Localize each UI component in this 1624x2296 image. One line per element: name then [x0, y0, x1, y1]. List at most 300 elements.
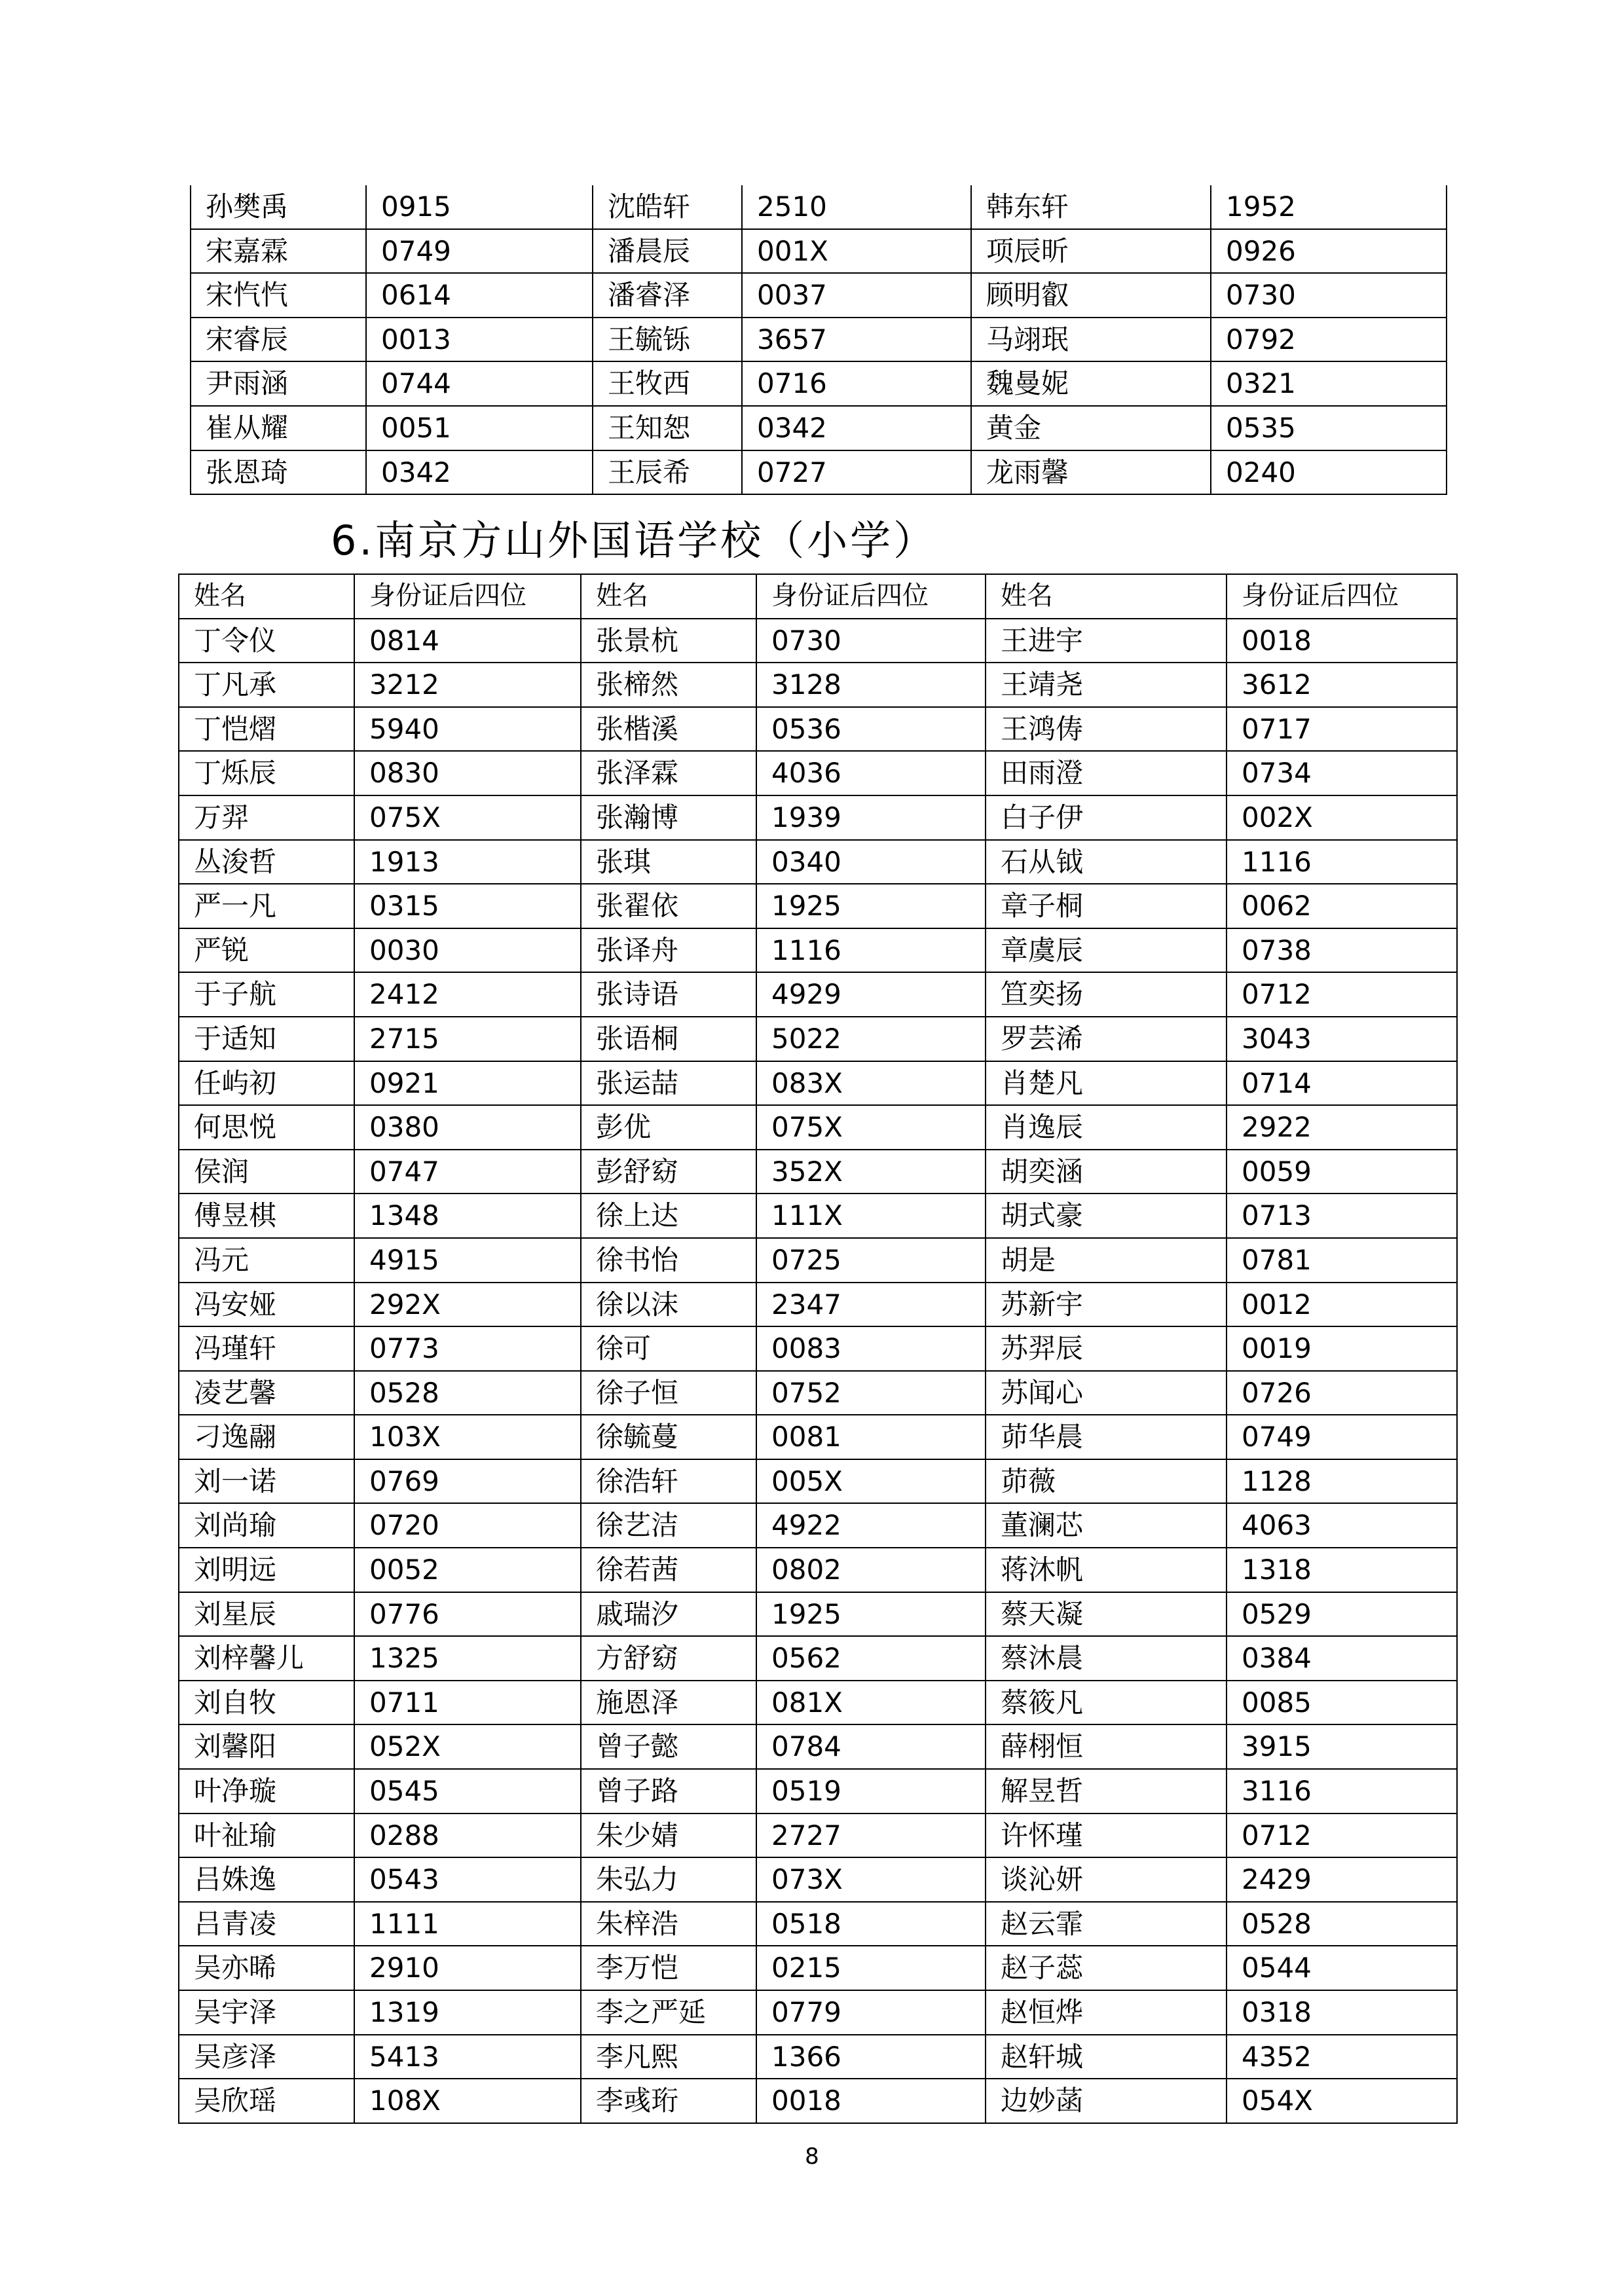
student-name-cell: 徐以沫 — [581, 1283, 756, 1327]
id-last-four-cell: 4929 — [756, 972, 986, 1017]
header-id-last-four: 身份证后四位 — [354, 574, 581, 619]
id-last-four-cell: 3612 — [1227, 663, 1457, 707]
table-row — [179, 1283, 1457, 1327]
id-last-four-cell: 0535 — [1211, 406, 1447, 450]
id-last-four-cell: 2429 — [1227, 1857, 1457, 1902]
student-name-cell: 胡是 — [986, 1238, 1227, 1283]
id-last-four-cell: 0776 — [354, 1592, 581, 1637]
id-last-four-cell: 0738 — [1227, 928, 1457, 973]
table-row — [179, 1194, 1457, 1238]
student-name-cell: 朱梓浩 — [581, 1902, 756, 1946]
id-last-four-cell: 103X — [354, 1415, 581, 1459]
id-last-four-cell: 292X — [354, 1283, 581, 1327]
id-last-four-cell: 0614 — [366, 273, 593, 318]
student-name-cell: 石从钺 — [986, 840, 1227, 884]
table-row — [179, 1902, 1457, 1946]
id-last-four-cell: 1318 — [1227, 1548, 1457, 1592]
student-name-cell: 蔡沐晨 — [986, 1636, 1227, 1681]
id-last-four-cell: 1116 — [1227, 840, 1457, 884]
header-name: 姓名 — [986, 574, 1227, 619]
student-name-cell: 侯润 — [179, 1150, 354, 1194]
id-last-four-cell: 0752 — [756, 1371, 986, 1415]
table-row — [179, 1946, 1457, 1990]
student-name-cell: 傅昱棋 — [179, 1194, 354, 1238]
table-row — [191, 406, 1447, 450]
student-name-cell: 孙樊禹 — [191, 185, 366, 229]
id-last-four-cell: 052X — [354, 1724, 581, 1769]
id-last-four-cell: 0030 — [354, 928, 581, 973]
id-last-four-cell: 4352 — [1227, 2035, 1457, 2079]
id-last-four-cell: 0059 — [1227, 1150, 1457, 1194]
student-name-cell: 王靖尧 — [986, 663, 1227, 707]
id-last-four-cell: 4922 — [756, 1503, 986, 1548]
student-name-cell: 茆薇 — [986, 1459, 1227, 1504]
id-last-four-cell: 0716 — [742, 361, 971, 406]
header-id-last-four: 身份证后四位 — [1227, 574, 1457, 619]
id-last-four-cell: 0085 — [1227, 1681, 1457, 1725]
id-last-four-cell: 0380 — [354, 1105, 581, 1150]
table-row — [179, 1415, 1457, 1459]
section-title: 6.南京方山外国语学校（小学） — [331, 517, 937, 564]
student-name-cell: 马翊珉 — [971, 318, 1211, 362]
id-last-four-cell: 075X — [354, 795, 581, 840]
id-last-four-cell: 005X — [756, 1459, 986, 1504]
student-name-cell: 吴宇泽 — [179, 1990, 354, 2035]
student-name-cell: 刘尚瑜 — [179, 1503, 354, 1548]
id-last-four-cell: 1913 — [354, 840, 581, 884]
id-last-four-cell: 0215 — [756, 1946, 986, 1990]
id-last-four-cell: 0734 — [1227, 751, 1457, 795]
student-name-cell: 张楴然 — [581, 663, 756, 707]
id-last-four-cell: 0781 — [1227, 1238, 1457, 1283]
student-name-cell: 彭优 — [581, 1105, 756, 1150]
student-name-cell: 吴彦泽 — [179, 2035, 354, 2079]
id-last-four-cell: 0727 — [742, 450, 971, 495]
student-name-cell: 曾子路 — [581, 1769, 756, 1813]
student-name-cell: 笪奕扬 — [986, 972, 1227, 1017]
header-name: 姓名 — [179, 574, 354, 619]
id-last-four-cell: 081X — [756, 1681, 986, 1725]
id-last-four-cell: 1348 — [354, 1194, 581, 1238]
id-last-four-cell: 2910 — [354, 1946, 581, 1990]
table-row — [179, 1636, 1457, 1681]
student-name-cell: 凌艺馨 — [179, 1371, 354, 1415]
student-name-cell: 张诗语 — [581, 972, 756, 1017]
id-last-four-cell: 2715 — [354, 1017, 581, 1061]
student-name-cell: 潘睿泽 — [593, 273, 742, 318]
student-name-cell: 徐子恒 — [581, 1371, 756, 1415]
student-name-cell: 施恩泽 — [581, 1681, 756, 1725]
student-name-cell: 戚瑞汐 — [581, 1592, 756, 1637]
id-last-four-cell: 075X — [756, 1105, 986, 1150]
student-name-cell: 苏闻心 — [986, 1371, 1227, 1415]
id-last-four-cell: 2510 — [742, 185, 971, 229]
student-name-cell: 刘一诺 — [179, 1459, 354, 1504]
student-name-cell: 吴欣瑶 — [179, 2079, 354, 2123]
id-last-four-cell: 0240 — [1211, 450, 1447, 495]
id-last-four-cell: 0018 — [756, 2079, 986, 2123]
student-name-cell: 冯元 — [179, 1238, 354, 1283]
school-student-table — [178, 574, 1458, 2124]
id-last-four-cell: 0830 — [354, 751, 581, 795]
id-last-four-cell: 5413 — [354, 2035, 581, 2079]
table-row — [179, 928, 1457, 973]
table-row — [179, 707, 1457, 752]
id-last-four-cell: 3212 — [354, 663, 581, 707]
id-last-four-cell: 2727 — [756, 1813, 986, 1858]
id-last-four-cell: 0318 — [1227, 1990, 1457, 2035]
table-row — [191, 361, 1447, 406]
id-last-four-cell: 0792 — [1211, 318, 1447, 362]
student-name-cell: 董澜芯 — [986, 1503, 1227, 1548]
id-last-four-cell: 0769 — [354, 1459, 581, 1504]
header-id-last-four: 身份证后四位 — [756, 574, 986, 619]
table-row — [191, 450, 1447, 495]
student-name-cell: 肖楚凡 — [986, 1061, 1227, 1106]
student-name-cell: 张瀚博 — [581, 795, 756, 840]
id-last-four-cell: 0802 — [756, 1548, 986, 1592]
id-last-four-cell: 0536 — [756, 707, 986, 752]
student-name-cell: 宋忾忾 — [191, 273, 366, 318]
student-name-cell: 解昱哲 — [986, 1769, 1227, 1813]
table-row — [179, 1326, 1457, 1371]
table-row — [179, 1105, 1457, 1150]
id-last-four-cell: 0062 — [1227, 884, 1457, 928]
student-name-cell: 何思悦 — [179, 1105, 354, 1150]
id-last-four-cell: 0544 — [1227, 1946, 1457, 1990]
id-last-four-cell: 0726 — [1227, 1371, 1457, 1415]
table-row — [191, 229, 1447, 274]
student-name-cell: 于适知 — [179, 1017, 354, 1061]
student-name-cell: 徐艺洁 — [581, 1503, 756, 1548]
student-name-cell: 张景杭 — [581, 619, 756, 663]
id-last-four-cell: 1939 — [756, 795, 986, 840]
id-last-four-cell: 0342 — [366, 450, 593, 495]
id-last-four-cell: 0528 — [1227, 1902, 1457, 1946]
id-last-four-cell: 0013 — [366, 318, 593, 362]
student-name-cell: 宋睿辰 — [191, 318, 366, 362]
table-row — [179, 1681, 1457, 1725]
id-last-four-cell: 0744 — [366, 361, 593, 406]
student-name-cell: 任屿初 — [179, 1061, 354, 1106]
table-row — [179, 751, 1457, 795]
student-name-cell: 赵云霏 — [986, 1902, 1227, 1946]
student-name-cell: 张翟依 — [581, 884, 756, 928]
table-row — [179, 1548, 1457, 1592]
student-name-cell: 张恩琦 — [191, 450, 366, 495]
id-last-four-cell: 0519 — [756, 1769, 986, 1813]
table-row — [179, 1769, 1457, 1813]
student-name-cell: 徐书怡 — [581, 1238, 756, 1283]
id-last-four-cell: 0720 — [354, 1503, 581, 1548]
id-last-four-cell: 0545 — [354, 1769, 581, 1813]
id-last-four-cell: 352X — [756, 1150, 986, 1194]
table-row — [179, 1061, 1457, 1106]
table-row — [179, 1724, 1457, 1769]
id-last-four-cell: 1111 — [354, 1902, 581, 1946]
student-name-cell: 王牧西 — [593, 361, 742, 406]
table-header-row — [179, 574, 1457, 619]
student-name-cell: 茆华晨 — [986, 1415, 1227, 1459]
student-name-cell: 王鸿俦 — [986, 707, 1227, 752]
student-name-cell: 王毓铄 — [593, 318, 742, 362]
id-last-four-cell: 0052 — [354, 1548, 581, 1592]
student-name-cell: 叶祉瑜 — [179, 1813, 354, 1858]
student-name-cell: 徐可 — [581, 1326, 756, 1371]
id-last-four-cell: 0747 — [354, 1150, 581, 1194]
student-name-cell: 肖逸辰 — [986, 1105, 1227, 1150]
student-name-cell: 韩东轩 — [971, 185, 1211, 229]
student-name-cell: 刘馨阳 — [179, 1724, 354, 1769]
id-last-four-cell: 0081 — [756, 1415, 986, 1459]
id-last-four-cell: 0915 — [366, 185, 593, 229]
student-name-cell: 丛浚哲 — [179, 840, 354, 884]
id-last-four-cell: 2922 — [1227, 1105, 1457, 1150]
student-name-cell: 潘晨辰 — [593, 229, 742, 274]
student-name-cell: 许怀瑾 — [986, 1813, 1227, 1858]
id-last-four-cell: 0749 — [366, 229, 593, 274]
id-last-four-cell: 1925 — [756, 884, 986, 928]
table-row — [191, 273, 1447, 318]
student-name-cell: 李凡熙 — [581, 2035, 756, 2079]
id-last-four-cell: 0562 — [756, 1636, 986, 1681]
student-name-cell: 丁烁辰 — [179, 751, 354, 795]
student-name-cell: 严锐 — [179, 928, 354, 973]
id-last-four-cell: 3657 — [742, 318, 971, 362]
id-last-four-cell: 0921 — [354, 1061, 581, 1106]
student-name-cell: 李彧珩 — [581, 2079, 756, 2123]
table-row — [191, 318, 1447, 362]
student-name-cell: 谈沁妍 — [986, 1857, 1227, 1902]
id-last-four-cell: 0321 — [1211, 361, 1447, 406]
student-name-cell: 尹雨涵 — [191, 361, 366, 406]
student-name-cell: 赵恒烨 — [986, 1990, 1227, 2035]
table-row — [179, 1503, 1457, 1548]
id-last-four-cell: 1325 — [354, 1636, 581, 1681]
id-last-four-cell: 0714 — [1227, 1061, 1457, 1106]
student-name-cell: 胡式豪 — [986, 1194, 1227, 1238]
student-name-cell: 方舒窈 — [581, 1636, 756, 1681]
table-row — [179, 1371, 1457, 1415]
table-row — [179, 1459, 1457, 1504]
id-last-four-cell: 111X — [756, 1194, 986, 1238]
student-name-cell: 崔从耀 — [191, 406, 366, 450]
student-name-cell: 章虞辰 — [986, 928, 1227, 973]
student-name-cell: 李之严延 — [581, 1990, 756, 2035]
student-name-cell: 张泽霖 — [581, 751, 756, 795]
student-name-cell: 朱少婧 — [581, 1813, 756, 1858]
student-name-cell: 边妙菡 — [986, 2079, 1227, 2123]
id-last-four-cell: 0518 — [756, 1902, 986, 1946]
student-name-cell: 徐浩轩 — [581, 1459, 756, 1504]
table-row — [179, 795, 1457, 840]
student-name-cell: 项辰昕 — [971, 229, 1211, 274]
student-name-cell: 丁凡承 — [179, 663, 354, 707]
student-name-cell: 罗芸浠 — [986, 1017, 1227, 1061]
table-row — [179, 1592, 1457, 1637]
student-name-cell: 赵子蕊 — [986, 1946, 1227, 1990]
table-row — [179, 1990, 1457, 2035]
student-name-cell: 赵轩城 — [986, 2035, 1227, 2079]
id-last-four-cell: 0529 — [1227, 1592, 1457, 1637]
student-name-cell: 刘明远 — [179, 1548, 354, 1592]
page-number: 8 — [805, 2143, 819, 2170]
table-row — [179, 1150, 1457, 1194]
id-last-four-cell: 1116 — [756, 928, 986, 973]
id-last-four-cell: 0773 — [354, 1326, 581, 1371]
id-last-four-cell: 0712 — [1227, 1813, 1457, 1858]
id-last-four-cell: 108X — [354, 2079, 581, 2123]
table-row — [179, 884, 1457, 928]
student-name-cell: 蒋沐帆 — [986, 1548, 1227, 1592]
id-last-four-cell: 0340 — [756, 840, 986, 884]
student-name-cell: 彭舒窈 — [581, 1150, 756, 1194]
table-row — [179, 619, 1457, 663]
student-name-cell: 王辰希 — [593, 450, 742, 495]
id-last-four-cell: 4036 — [756, 751, 986, 795]
id-last-four-cell: 0528 — [354, 1371, 581, 1415]
id-last-four-cell: 0713 — [1227, 1194, 1457, 1238]
id-last-four-cell: 002X — [1227, 795, 1457, 840]
id-last-four-cell: 0384 — [1227, 1636, 1457, 1681]
id-last-four-cell: 1925 — [756, 1592, 986, 1637]
student-name-cell: 苏羿辰 — [986, 1326, 1227, 1371]
student-name-cell: 刁逸翮 — [179, 1415, 354, 1459]
student-name-cell: 蔡筱凡 — [986, 1681, 1227, 1725]
student-name-cell: 徐毓蔓 — [581, 1415, 756, 1459]
id-last-four-cell: 4915 — [354, 1238, 581, 1283]
id-last-four-cell: 2412 — [354, 972, 581, 1017]
student-name-cell: 叶净璇 — [179, 1769, 354, 1813]
id-last-four-cell: 0342 — [742, 406, 971, 450]
student-name-cell: 张译舟 — [581, 928, 756, 973]
table-row — [179, 663, 1457, 707]
id-last-four-cell: 0315 — [354, 884, 581, 928]
student-name-cell: 于子航 — [179, 972, 354, 1017]
student-name-cell: 张运喆 — [581, 1061, 756, 1106]
student-name-cell: 张语桐 — [581, 1017, 756, 1061]
student-name-cell: 李万恺 — [581, 1946, 756, 1990]
id-last-four-cell: 1319 — [354, 1990, 581, 2035]
student-name-cell: 曾子懿 — [581, 1724, 756, 1769]
id-last-four-cell: 0083 — [756, 1326, 986, 1371]
id-last-four-cell: 0288 — [354, 1813, 581, 1858]
continued-table-body — [191, 185, 1447, 494]
id-last-four-cell: 0051 — [366, 406, 593, 450]
student-name-cell: 薛栩恒 — [986, 1724, 1227, 1769]
student-name-cell: 万羿 — [179, 795, 354, 840]
id-last-four-cell: 0018 — [1227, 619, 1457, 663]
student-name-cell: 朱弘力 — [581, 1857, 756, 1902]
id-last-four-cell: 0712 — [1227, 972, 1457, 1017]
id-last-four-cell: 1952 — [1211, 185, 1447, 229]
id-last-four-cell: 0749 — [1227, 1415, 1457, 1459]
id-last-four-cell: 083X — [756, 1061, 986, 1106]
student-name-cell: 张琪 — [581, 840, 756, 884]
table-row — [179, 840, 1457, 884]
student-name-cell: 吕姝逸 — [179, 1857, 354, 1902]
table-row — [179, 2035, 1457, 2079]
student-name-cell: 田雨澄 — [986, 751, 1227, 795]
id-last-four-cell: 5940 — [354, 707, 581, 752]
id-last-four-cell: 0543 — [354, 1857, 581, 1902]
table-row — [179, 972, 1457, 1017]
id-last-four-cell: 0779 — [756, 1990, 986, 2035]
main-table-body — [179, 619, 1457, 2123]
id-last-four-cell: 0814 — [354, 619, 581, 663]
student-name-cell: 徐上达 — [581, 1194, 756, 1238]
student-name-cell: 蔡天凝 — [986, 1592, 1227, 1637]
student-name-cell: 龙雨馨 — [971, 450, 1211, 495]
id-last-four-cell: 1366 — [756, 2035, 986, 2079]
student-name-cell: 刘星辰 — [179, 1592, 354, 1637]
student-name-cell: 冯安娅 — [179, 1283, 354, 1327]
student-name-cell: 苏新宇 — [986, 1283, 1227, 1327]
student-name-cell: 白子伊 — [986, 795, 1227, 840]
id-last-four-cell: 3915 — [1227, 1724, 1457, 1769]
table-row — [179, 1238, 1457, 1283]
table-row — [179, 1857, 1457, 1902]
student-name-cell: 冯瑾轩 — [179, 1326, 354, 1371]
student-name-cell: 沈皓轩 — [593, 185, 742, 229]
student-name-cell: 王进宇 — [986, 619, 1227, 663]
student-name-cell: 刘梓馨儿 — [179, 1636, 354, 1681]
table-row — [191, 185, 1447, 229]
student-name-cell: 宋嘉霖 — [191, 229, 366, 274]
id-last-four-cell: 054X — [1227, 2079, 1457, 2123]
id-last-four-cell: 0717 — [1227, 707, 1457, 752]
id-last-four-cell: 1128 — [1227, 1459, 1457, 1504]
header-name: 姓名 — [581, 574, 756, 619]
student-name-cell: 黄金 — [971, 406, 1211, 450]
id-last-four-cell: 0725 — [756, 1238, 986, 1283]
id-last-four-cell: 073X — [756, 1857, 986, 1902]
student-name-cell: 魏曼妮 — [971, 361, 1211, 406]
table-row — [179, 1813, 1457, 1858]
student-name-cell: 章子桐 — [986, 884, 1227, 928]
student-name-cell: 张楷溪 — [581, 707, 756, 752]
id-last-four-cell: 0711 — [354, 1681, 581, 1725]
id-last-four-cell: 3043 — [1227, 1017, 1457, 1061]
id-last-four-cell: 2347 — [756, 1283, 986, 1327]
student-name-cell: 胡奕涵 — [986, 1150, 1227, 1194]
id-last-four-cell: 0926 — [1211, 229, 1447, 274]
id-last-four-cell: 4063 — [1227, 1503, 1457, 1548]
student-name-cell: 丁恺熠 — [179, 707, 354, 752]
continued-student-table — [190, 185, 1447, 495]
id-last-four-cell: 0019 — [1227, 1326, 1457, 1371]
id-last-four-cell: 0730 — [756, 619, 986, 663]
student-name-cell: 顾明叡 — [971, 273, 1211, 318]
student-name-cell: 严一凡 — [179, 884, 354, 928]
id-last-four-cell: 001X — [742, 229, 971, 274]
id-last-four-cell: 0012 — [1227, 1283, 1457, 1327]
student-name-cell: 吴亦晞 — [179, 1946, 354, 1990]
id-last-four-cell: 5022 — [756, 1017, 986, 1061]
id-last-four-cell: 0730 — [1211, 273, 1447, 318]
id-last-four-cell: 3116 — [1227, 1769, 1457, 1813]
id-last-four-cell: 3128 — [756, 663, 986, 707]
student-name-cell: 吕青凌 — [179, 1902, 354, 1946]
student-name-cell: 徐若茜 — [581, 1548, 756, 1592]
table-row — [179, 1017, 1457, 1061]
table-row — [179, 2079, 1457, 2123]
id-last-four-cell: 0037 — [742, 273, 971, 318]
student-name-cell: 刘自牧 — [179, 1681, 354, 1725]
student-name-cell: 王知恕 — [593, 406, 742, 450]
student-name-cell: 丁令仪 — [179, 619, 354, 663]
id-last-four-cell: 0784 — [756, 1724, 986, 1769]
